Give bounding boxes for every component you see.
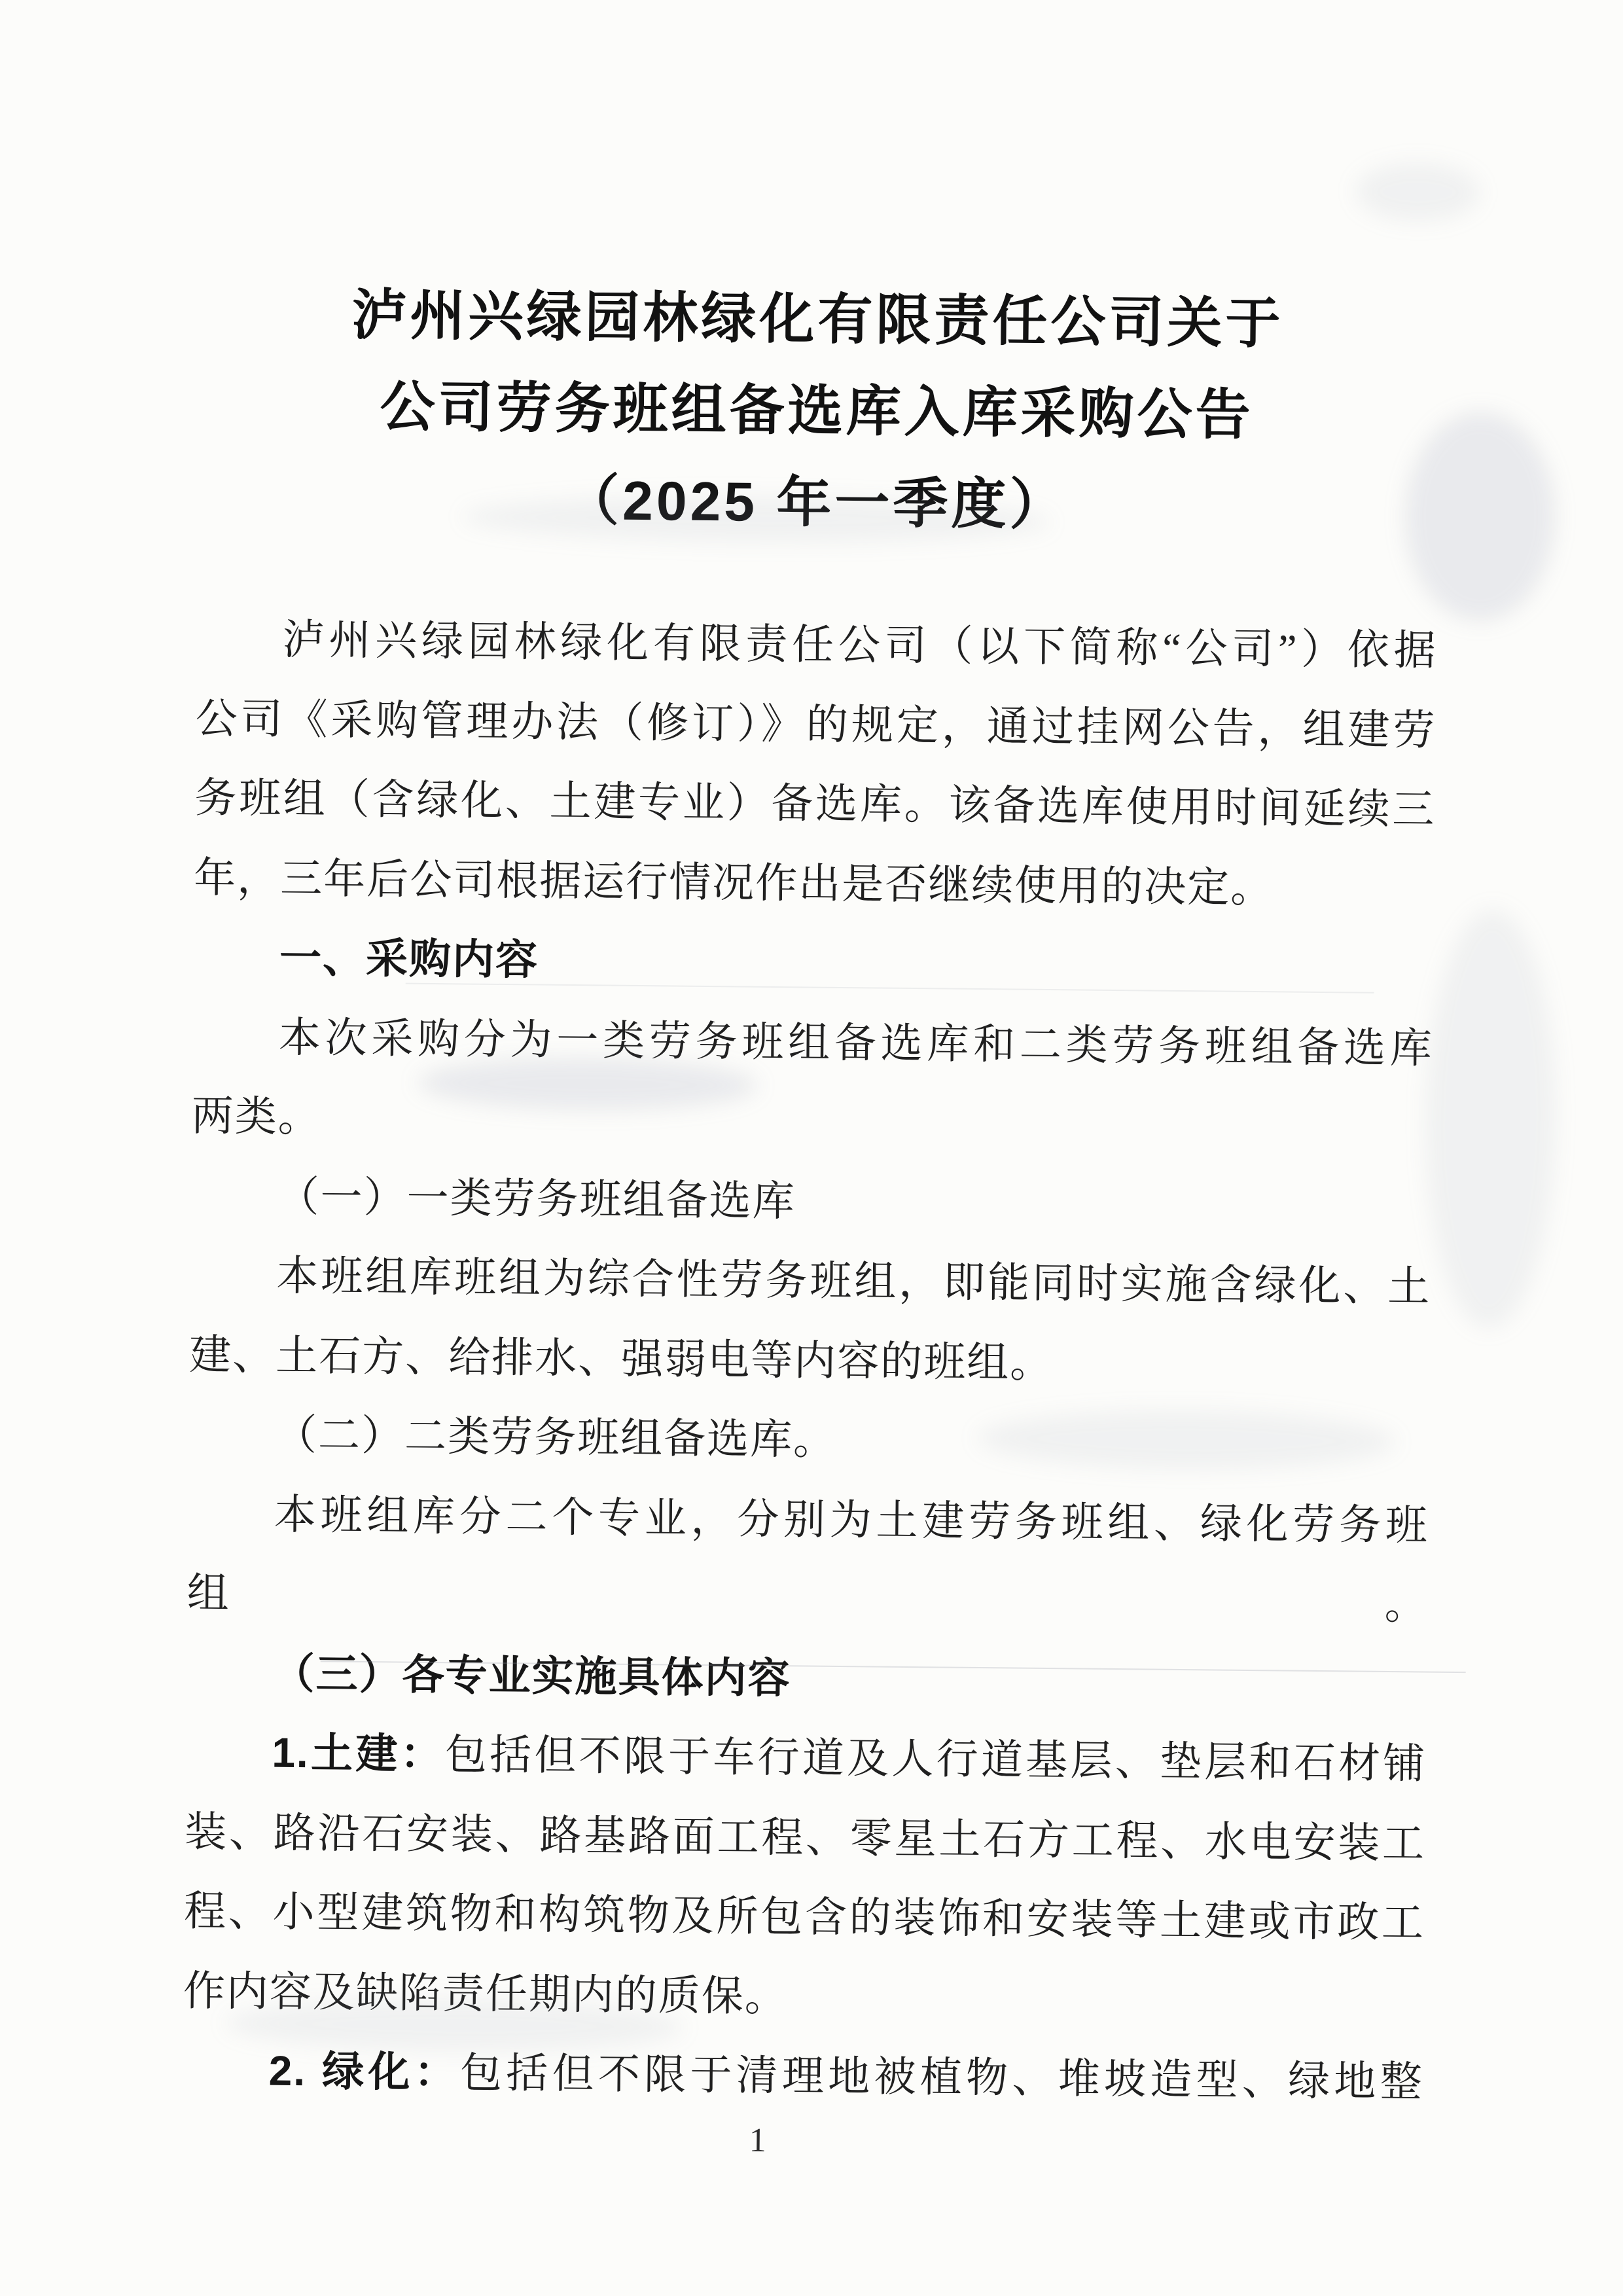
subsection-heading-class2: （二）二类劳务班组备选库。 bbox=[274, 1411, 837, 1463]
body-line: 装、路沿石安装、路基路面工程、零星土石方工程、水电安装工 bbox=[184, 1808, 1426, 1867]
item-text: 包括但不限于清理地被植物、堆坡造型、绿地整 bbox=[459, 2049, 1423, 2106]
bleed-through-artifact bbox=[1404, 411, 1556, 622]
title-line-3: （2025 年一季度） bbox=[563, 469, 1068, 536]
subsection-heading-specifics: （三）各专业实施具体内容 bbox=[272, 1649, 791, 1702]
document-body bbox=[182, 599, 1437, 2122]
body-line: 年，三年后公司根据运行情况作出是否继续使用的决定。 bbox=[193, 853, 1274, 911]
item-label-civil-works: 1.土建： bbox=[272, 1729, 446, 1778]
body-line: 建、土石方、给排水、强弱电等内容的班组。 bbox=[188, 1331, 1054, 1386]
body-line: 作内容及缺陷责任期内的质保。 bbox=[183, 1967, 789, 2020]
body-line: 程、小型建筑物和构筑物及所包含的装饰和安装等土建或市政工 bbox=[183, 1888, 1425, 1946]
section-heading-procurement-content: 一、采购内容 bbox=[279, 933, 539, 984]
body-line: 本班组库班组为综合性劳务班组，即能同时实施含绿化、土 bbox=[276, 1252, 1431, 1310]
title-line-1: 泸州兴绿园林绿化有限责任公司关于 bbox=[351, 283, 1284, 355]
body-line: 本次采购分为一类劳务班组备选库和二类劳务班组备选库 bbox=[278, 1014, 1434, 1072]
body-line: 公司《采购管理办法（修订）》的规定，通过挂网公告，组建劳 bbox=[195, 694, 1436, 754]
subsection-heading-class1: （一）一类劳务班组备选库 bbox=[277, 1173, 796, 1225]
body-line: 两类。 bbox=[191, 1092, 322, 1141]
body-line: 务班组（含绿化、土建专业）备选库。该备选库使用时间延续三 bbox=[194, 774, 1436, 833]
body-line: 泸州兴绿园林绿化有限责任公司（以下简称“公司”）依据 bbox=[282, 616, 1437, 674]
item-text: 包括但不限于车行道及人行道基层、垫层和石材铺 bbox=[444, 1731, 1427, 1787]
bleed-through-artifact bbox=[1355, 162, 1480, 222]
title-line-2: 公司劳务班组备选库入库采购公告 bbox=[380, 376, 1255, 446]
bleed-through-artifact bbox=[1423, 909, 1558, 1329]
page-number: 1 bbox=[749, 2121, 767, 2159]
body-line: 本班组库分二个专业，分别为土建劳务班组、绿化劳务班组。 bbox=[187, 1491, 1429, 1628]
item-label-greening: 2. 绿化： bbox=[268, 2047, 461, 2096]
body-line bbox=[185, 1712, 1427, 1804]
